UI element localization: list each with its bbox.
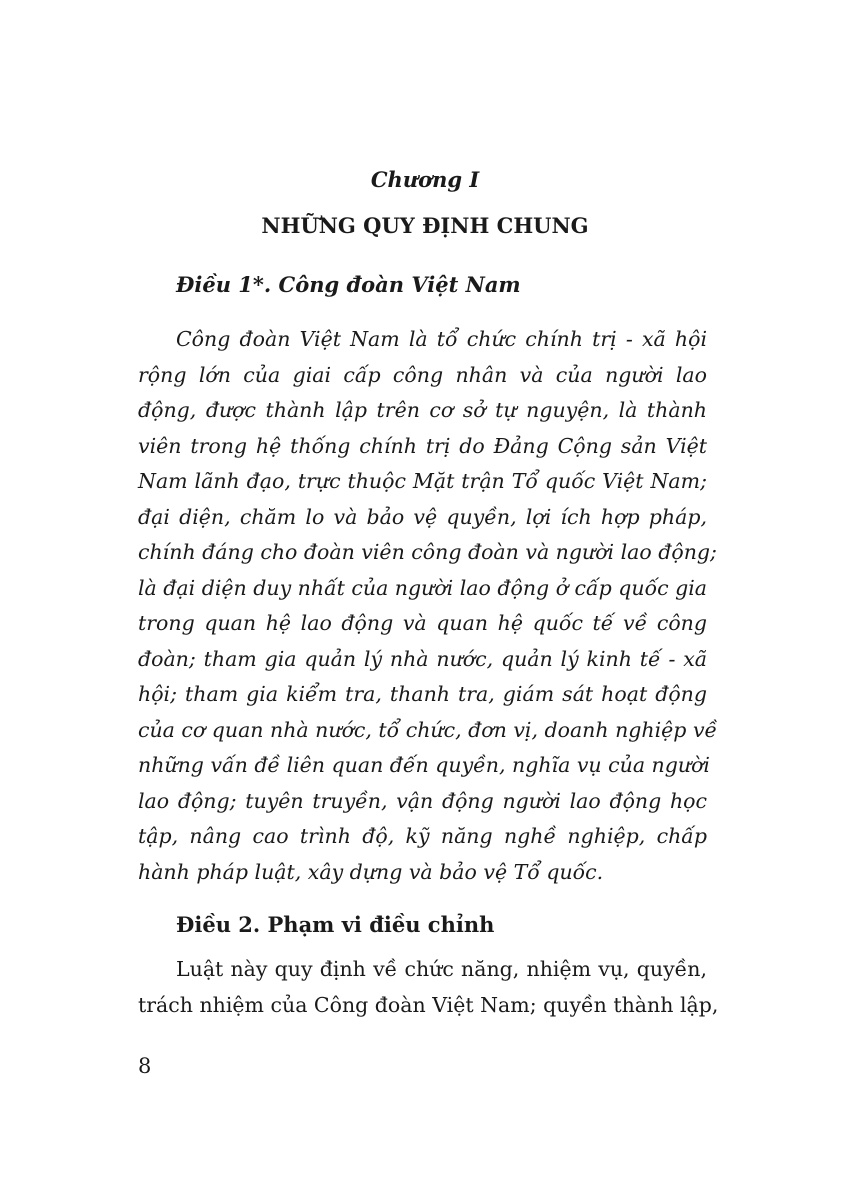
text-line: hành pháp luật, xây dựng và bảo vệ Tổ quốc. bbox=[138, 859, 604, 884]
text-line: rộng lớn của giai cấp công nhân và của người lao bbox=[138, 362, 707, 387]
article-2-title: Điều 2. Phạm vi điều chỉnh bbox=[176, 912, 495, 937]
article-1-title: Điều 1*. Công đoàn Việt Nam bbox=[176, 272, 521, 297]
text-line: tập, nâng cao trình độ, kỹ năng nghề nghiệp, chấp bbox=[138, 824, 707, 848]
chapter-label: Chương I bbox=[370, 167, 480, 192]
text-line: trong quan hệ lao động và quan hệ quốc tế về công bbox=[138, 611, 707, 635]
text-line: đại diện, chăm lo và bảo vệ quyền, lợi ích hợp pháp, bbox=[138, 504, 707, 529]
text-line: hội; tham gia kiểm tra, thanh tra, giám sát hoạt động bbox=[138, 682, 707, 706]
text-line: là đại diện duy nhất của người lao động ở cấp quốc gia bbox=[138, 575, 708, 600]
text-line: trách nhiệm của Công đoàn Việt Nam; quyền thành lập, bbox=[138, 992, 719, 1017]
text-line: viên trong hệ thống chính trị do Đảng Cộng sản Việt bbox=[138, 433, 707, 458]
text-line: Luật này quy định về chức năng, nhiệm vụ, quyền, bbox=[176, 957, 707, 981]
text-line: những vấn đề liên quan đến quyền, nghĩa vụ của người bbox=[138, 753, 710, 777]
article-1-body bbox=[138, 322, 718, 890]
text-line: Công đoàn Việt Nam là tổ chức chính trị - xã hội bbox=[176, 327, 707, 351]
chapter-title: NHỮNG QUY ĐỊNH CHUNG bbox=[261, 213, 589, 238]
text-line: của cơ quan nhà nước, tổ chức, đơn vị, doanh nghiệp về bbox=[138, 717, 718, 742]
article-2-body bbox=[138, 952, 719, 1023]
page-number: 8 bbox=[138, 1054, 152, 1078]
text-line: chính đáng cho đoàn viên công đoàn và người lao động; bbox=[138, 540, 717, 564]
text-line: lao động; tuyên truyền, vận động người lao động học bbox=[138, 788, 707, 813]
text-line: đoàn; tham gia quản lý nhà nước, quản lý kinh tế - xã bbox=[138, 646, 707, 671]
text-line: Nam lãnh đạo, trực thuộc Mặt trận Tổ quốc Việt Nam; bbox=[138, 469, 707, 493]
text-line: động, được thành lập trên cơ sở tự nguyện, là thành bbox=[138, 398, 707, 422]
